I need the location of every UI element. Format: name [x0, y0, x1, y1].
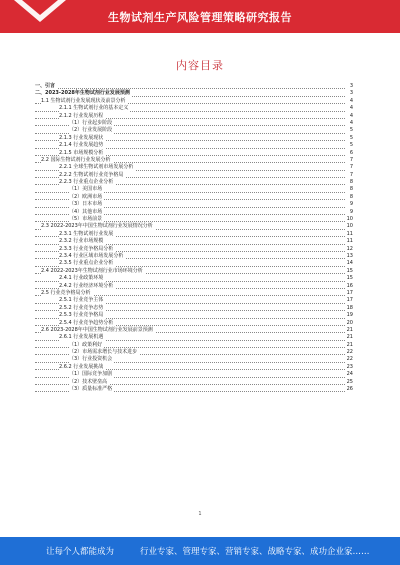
toc-entry[interactable]: [35, 312, 353, 319]
toc-entry-label: 2.1.4 行业发展趋势: [59, 142, 104, 149]
toc-entry[interactable]: [35, 297, 353, 304]
toc-entry-label: （2）欧洲市场: [69, 193, 103, 200]
toc-entry-page: 18: [346, 304, 353, 311]
toc-entry-label: （3）质量标准严格: [69, 386, 113, 393]
footer-slogan-right: 行业专家、管理专家、营销专家、战略专家、成功企业家……: [140, 547, 370, 557]
toc-entry-page: 10: [346, 223, 353, 230]
toc-entry-page: 16: [346, 282, 353, 289]
toc-entry-label: 2.3.5 行业重点企业分析: [59, 260, 114, 267]
toc-entry-page: 9: [349, 208, 353, 215]
toc-entry-label: 2.2.2 生物试剂行业竞争格局: [59, 171, 124, 178]
toc-entry[interactable]: [35, 105, 353, 112]
toc-entry-page: 4: [349, 97, 353, 104]
toc-entry[interactable]: [35, 246, 353, 253]
toc-entry-label: 2.1.1 生物试剂行业的基本定义: [59, 105, 129, 112]
toc-entry-label: 2.5.1 行业竞争主体: [59, 297, 104, 304]
toc-entry[interactable]: [35, 238, 353, 245]
toc-entry-label: （1）行业起步阶段: [69, 119, 113, 126]
toc-entry-page: 19: [346, 312, 353, 319]
toc-entry[interactable]: [35, 334, 353, 341]
toc-entry-page: 3: [349, 90, 353, 97]
toc-entry-label: （4）其他市场: [69, 208, 103, 215]
toc-entry[interactable]: [35, 342, 353, 349]
toc-entry-page: 4: [349, 119, 353, 126]
footer-slogan-left: 让每个人都能成为: [46, 547, 115, 557]
toc-entry[interactable]: [35, 113, 353, 120]
toc-entry-label: （1）美国市场: [69, 186, 103, 193]
toc-entry-label: （1）政策利好: [69, 341, 103, 348]
toc-entry-label: 2.5 行业竞争格局分析: [41, 289, 91, 296]
toc-entry-page: 21: [346, 341, 353, 348]
toc-entry-page: 22: [346, 356, 353, 363]
toc-entry-label: 2.6 2023-2028年中国生物试剂行业发展前景预测: [41, 326, 153, 333]
toc-entry-page: 7: [349, 171, 353, 178]
toc-entry-label: 2.2.3 行业重点企业分析: [59, 179, 114, 186]
toc-entry-page: 11: [346, 238, 353, 245]
toc-entry-label: 二、2023-2028年生物试剂行业发展预测: [35, 90, 130, 97]
toc-entry-page: 26: [346, 386, 353, 393]
toc-entry[interactable]: [35, 305, 353, 312]
toc-entry-label: 2.3.4 行业区域市场发展分析: [59, 252, 124, 259]
toc-entry-page: 21: [346, 326, 353, 333]
report-title: 生物试剂生产风险管理策略研究报告: [108, 11, 292, 24]
toc-entry-page: 23: [346, 363, 353, 370]
toc-entry[interactable]: [35, 283, 353, 290]
toc-entry-label: （1）国际竞争加剧: [69, 371, 113, 378]
toc-entry-page: 10: [346, 216, 353, 223]
toc-entry-label: （3）日本市场: [69, 201, 103, 208]
toc-entry-page: 9: [349, 201, 353, 208]
toc-entry-label: 2.5.4 行业竞争趋势分析: [59, 319, 114, 326]
toc-entry-label: 一、引言: [35, 83, 56, 89]
toc-entry[interactable]: [35, 356, 353, 363]
toc-entry-label: 2.5.3 行业竞争格局: [59, 312, 104, 319]
toc-entry-label: 2.2.1 全球生物试剂市场发展分析: [59, 164, 134, 171]
toc-entry-label: 2.6.1 行业发展机遇: [59, 334, 104, 341]
toc-entry-page: 14: [346, 260, 353, 267]
toc-entry-page: 15: [346, 267, 353, 274]
header-banner: [0, 0, 400, 33]
toc-entry-page: 8: [349, 193, 353, 200]
page-number: 1: [198, 511, 202, 517]
toc-entry-page: 24: [346, 371, 353, 378]
toc-entry-label: 2.5.2 行业竞争态势: [59, 304, 104, 311]
toc-entry[interactable]: [35, 275, 353, 282]
toc-entry-page: 25: [346, 378, 353, 385]
toc-entry-page: 7: [349, 164, 353, 171]
toc-entry-page: 11: [346, 230, 353, 237]
toc-entry[interactable]: [35, 127, 353, 134]
toc-entry[interactable]: [35, 186, 353, 193]
toc-entry-label: 2.1.3 行业发展现状: [59, 134, 104, 141]
toc-entry-page: 17: [346, 289, 353, 296]
toc-entry-page: 22: [346, 349, 353, 356]
table-of-contents: [35, 83, 353, 393]
toc-entry-label: （2）市场需求增长与技术进步: [69, 349, 138, 356]
toc-entry[interactable]: [35, 379, 353, 386]
toc-entry-page: 4: [349, 105, 353, 112]
toc-entry-label: 2.4 2022-2023年生物试剂行业市场环境分析: [41, 267, 143, 274]
toc-entry[interactable]: [35, 142, 353, 149]
toc-entry-page: 8: [349, 186, 353, 193]
toc-entry-label: 2.3 2022-2023年中国生物试剂行业发展情况分析: [41, 223, 153, 230]
toc-entry-page: 21: [346, 334, 353, 341]
footer-banner: [0, 537, 400, 565]
toc-entry-page: 4: [349, 112, 353, 119]
toc-entry-label: （3）行业投资机会: [69, 356, 113, 363]
toc-entry-label: （2）技术壁垒高: [69, 378, 108, 385]
toc-entry-page: 5: [349, 127, 353, 134]
toc-entry[interactable]: [35, 371, 353, 378]
toc-entry[interactable]: [35, 90, 353, 97]
toc-entry[interactable]: [35, 260, 353, 267]
toc-entry-page: 6: [349, 149, 353, 156]
toc-entry[interactable]: [35, 320, 353, 327]
toc-entry-page: 13: [346, 252, 353, 259]
toc-entry[interactable]: [35, 223, 353, 230]
toc-entry-page: 3: [349, 83, 353, 89]
toc-entry-label: （5）市场前景: [69, 216, 103, 223]
toc-entry[interactable]: [35, 201, 353, 208]
toc-entry-label: 2.1.5 市场规模分析: [59, 149, 104, 156]
toc-entry-page: 5: [349, 142, 353, 149]
toc-entry-label: 2.4.1 行业政策环境: [59, 275, 104, 282]
toc-entry-label: 2.4.2 行业经济环境分析: [59, 282, 114, 289]
toc-entry-label: 2.1.2 行业发展历程: [59, 112, 104, 119]
toc-entry[interactable]: [35, 150, 353, 157]
toc-entry-page: 15: [346, 275, 353, 282]
toc-entry-page: 7: [349, 156, 353, 163]
toc-entry[interactable]: [35, 209, 353, 216]
toc-entry-label: 2.3.2 行业市场规模: [59, 238, 104, 245]
toc-entry-page: 12: [346, 245, 353, 252]
toc-entry-label: 2.3.1 生物试剂行业发展: [59, 230, 114, 237]
toc-entry[interactable]: [35, 386, 353, 393]
toc-entry-page: 17: [346, 297, 353, 304]
toc-heading: 内容目录: [176, 59, 224, 72]
toc-entry[interactable]: [35, 164, 353, 171]
toc-entry-page: 20: [346, 319, 353, 326]
toc-entry[interactable]: [35, 172, 353, 179]
toc-entry-page: 8: [349, 179, 353, 186]
toc-entry-label: 1.1 生物试剂行业发展现状及前景分析: [41, 97, 126, 104]
toc-entry-label: （2）行业发展阶段: [69, 127, 113, 134]
toc-entry-label: 2.2 国际生物试剂行业发展分析: [41, 156, 111, 163]
toc-entry-page: 5: [349, 134, 353, 141]
toc-entry-label: 2.3.3 行业竞争格局分析: [59, 245, 114, 252]
toc-entry-label: 2.6.2 行业发展挑战: [59, 363, 104, 370]
